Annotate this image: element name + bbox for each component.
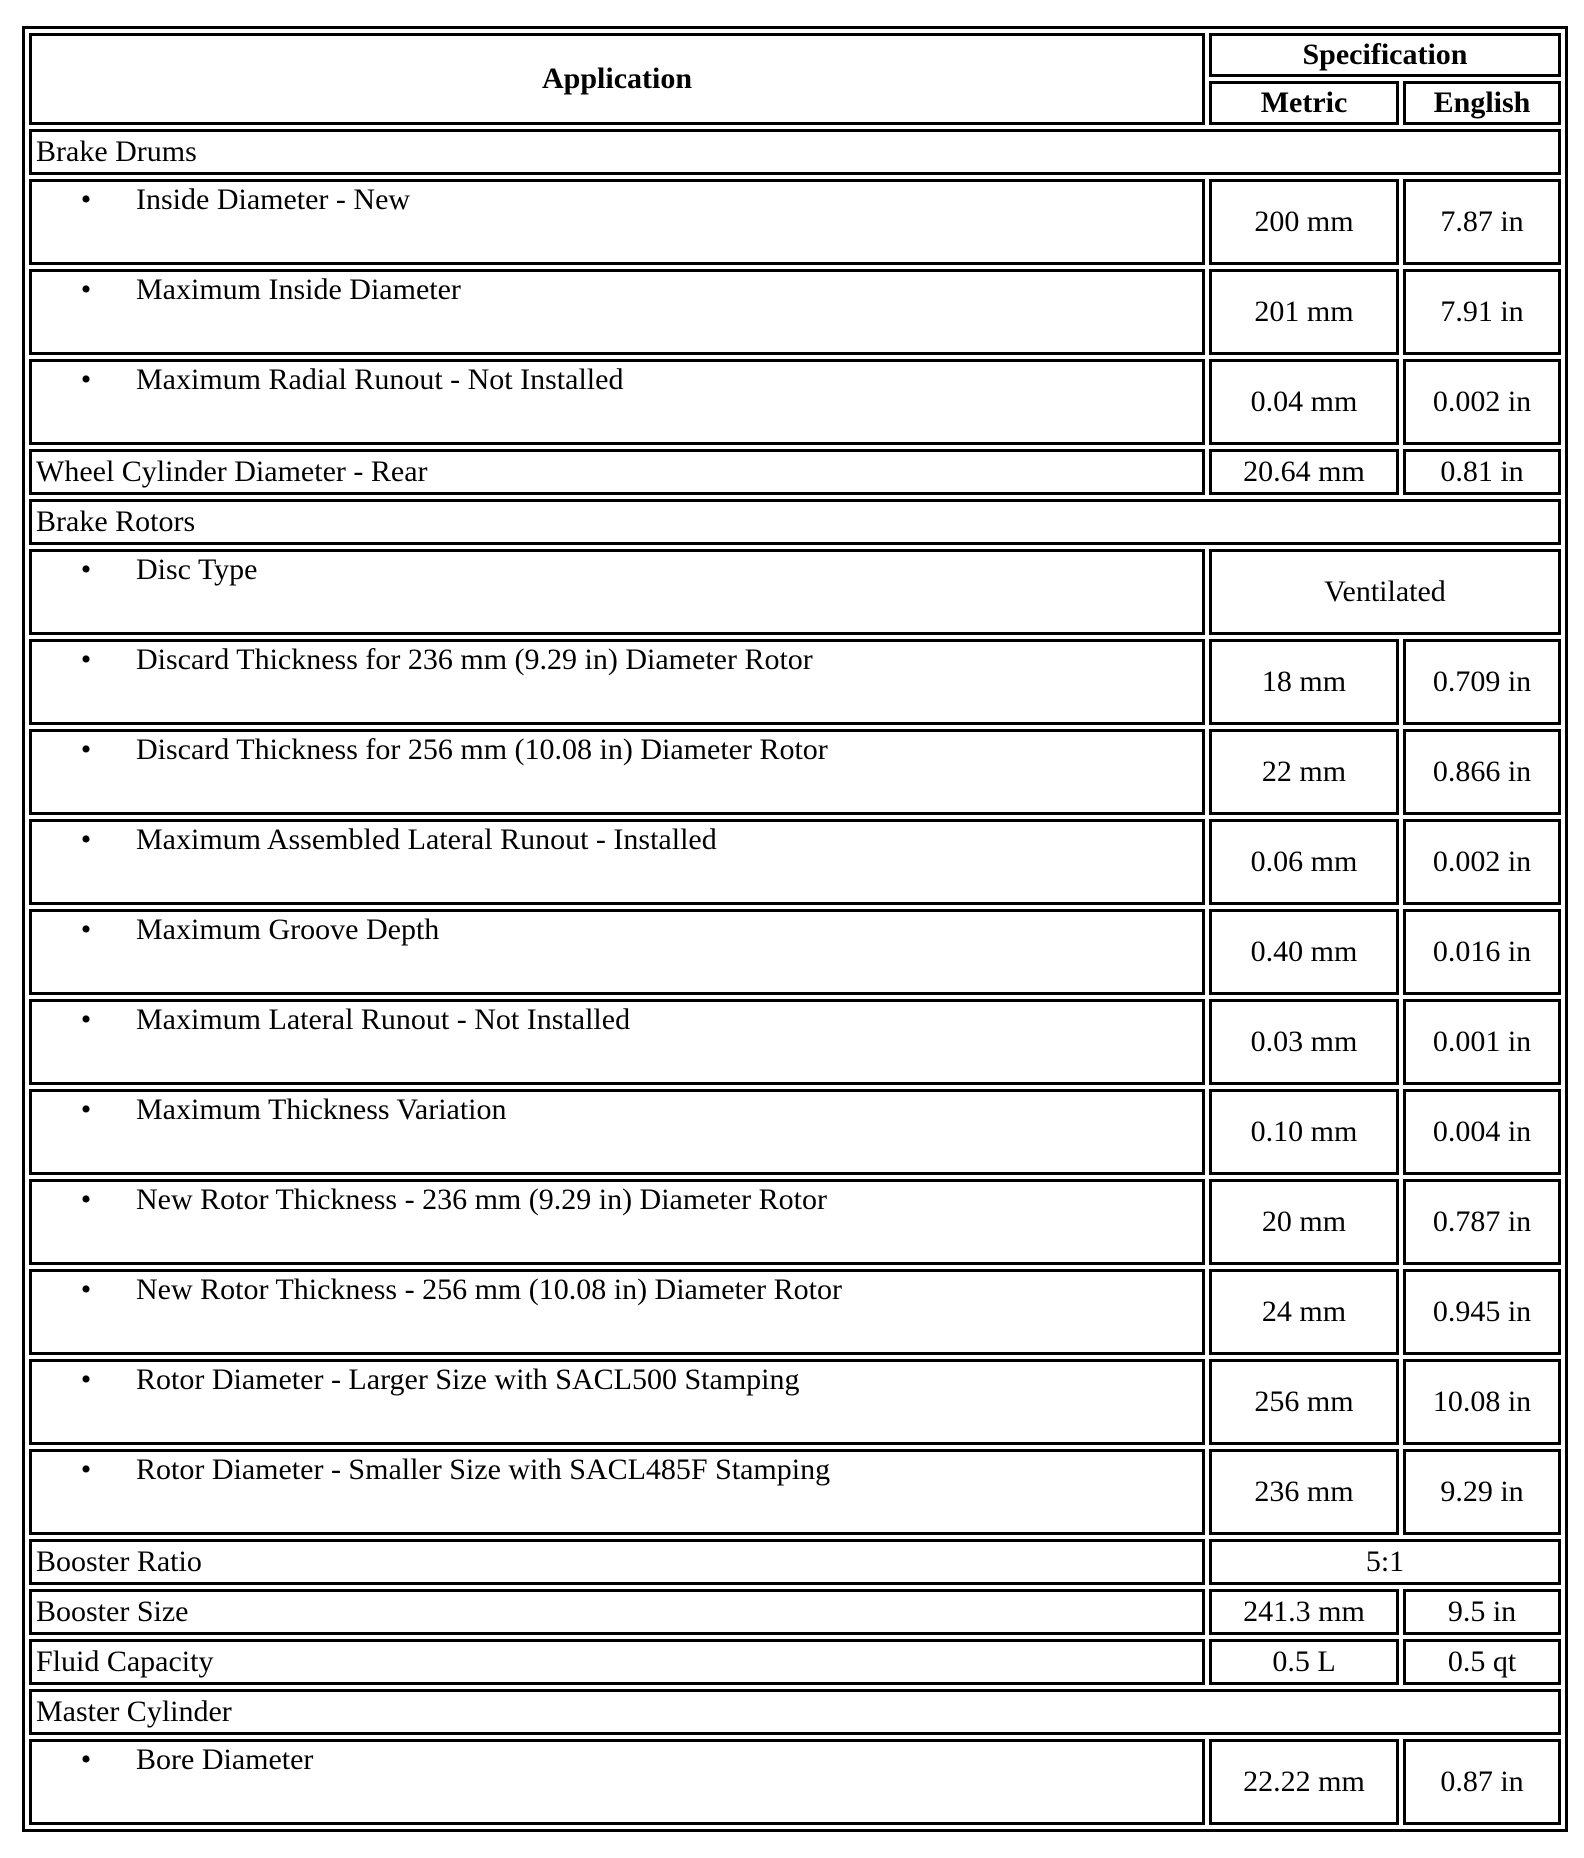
bullet-icon: •: [80, 643, 92, 676]
metric-value: 22.22 mm: [1209, 1739, 1399, 1825]
item-inside-diameter-new: [29, 179, 1205, 265]
english-value: 0.002 in: [1403, 819, 1561, 905]
item-label: Rotor Diameter - Smaller Size with SACL485F Stamping: [136, 1453, 831, 1486]
item-disc-type: [29, 549, 1205, 635]
bullet-icon: •: [80, 363, 92, 396]
english-value: 0.87 in: [1403, 1739, 1561, 1825]
bullet-icon: •: [80, 1453, 92, 1486]
table-row: [29, 1449, 1561, 1535]
table-row: [29, 1739, 1561, 1825]
english-value: 7.87 in: [1403, 179, 1561, 265]
metric-value: 0.04 mm: [1209, 359, 1399, 445]
metric-value: 201 mm: [1209, 269, 1399, 355]
section-row: [29, 1689, 1561, 1735]
english-value: 0.866 in: [1403, 729, 1561, 815]
item-max-radial-runout: [29, 359, 1205, 445]
item-label: Maximum Radial Runout - Not Installed: [136, 363, 624, 396]
item-label: Maximum Inside Diameter: [136, 273, 461, 306]
item-label: Disc Type: [136, 553, 258, 586]
english-value: 0.004 in: [1403, 1089, 1561, 1175]
item-label: Maximum Assembled Lateral Runout - Installed: [136, 823, 717, 856]
specification-header: Specification: [1209, 33, 1561, 77]
metric-value: 18 mm: [1209, 639, 1399, 725]
bullet-icon: •: [80, 913, 92, 946]
metric-value: 200 mm: [1209, 179, 1399, 265]
bullet-icon: •: [80, 823, 92, 856]
header-row-1: [29, 33, 1561, 77]
table-row: [29, 1359, 1561, 1445]
bullet-icon: •: [80, 1363, 92, 1396]
table-row: [29, 999, 1561, 1085]
english-value: 0.787 in: [1403, 1179, 1561, 1265]
english-value: 0.5 qt: [1403, 1639, 1561, 1685]
table-row: [29, 1089, 1561, 1175]
item-label: Rotor Diameter - Larger Size with SACL500 Stamping: [136, 1363, 800, 1396]
metric-value: 236 mm: [1209, 1449, 1399, 1535]
metric-value: 0.03 mm: [1209, 999, 1399, 1085]
bullet-icon: •: [80, 553, 92, 586]
table-row: [29, 1639, 1561, 1685]
english-value: 0.016 in: [1403, 909, 1561, 995]
metric-value: 22 mm: [1209, 729, 1399, 815]
item-label: New Rotor Thickness - 256 mm (10.08 in) Diameter Rotor: [136, 1273, 842, 1306]
english-value: 0.945 in: [1403, 1269, 1561, 1355]
item-max-assembled-lateral-runout: [29, 819, 1205, 905]
item-label: Discard Thickness for 256 mm (10.08 in) Diameter Rotor: [136, 733, 828, 766]
metric-value: 241.3 mm: [1209, 1589, 1399, 1635]
section-row: [29, 129, 1561, 175]
specification-table: [22, 26, 1568, 1832]
item-fluid-capacity: Fluid Capacity: [29, 1639, 1205, 1685]
table-row: [29, 1589, 1561, 1635]
item-new-rotor-256: [29, 1269, 1205, 1355]
table-row: [29, 1179, 1561, 1265]
bullet-icon: •: [80, 1273, 92, 1306]
item-label: Discard Thickness for 236 mm (9.29 in) Diameter Rotor: [136, 643, 813, 676]
metric-value: 256 mm: [1209, 1359, 1399, 1445]
item-label: Maximum Lateral Runout - Not Installed: [136, 1003, 631, 1036]
bullet-icon: •: [80, 1093, 92, 1126]
bullet-icon: •: [80, 183, 92, 216]
section-row: [29, 499, 1561, 545]
metric-value: 0.5 L: [1209, 1639, 1399, 1685]
table-row: [29, 639, 1561, 725]
item-discard-256: [29, 729, 1205, 815]
table-row: [29, 449, 1561, 495]
item-booster-size: Booster Size: [29, 1589, 1205, 1635]
english-value: 0.002 in: [1403, 359, 1561, 445]
english-header: English: [1403, 81, 1561, 125]
table-row: [29, 1539, 1561, 1585]
english-value: 9.29 in: [1403, 1449, 1561, 1535]
item-label: Maximum Thickness Variation: [136, 1093, 507, 1126]
metric-value: 24 mm: [1209, 1269, 1399, 1355]
english-value: 0.709 in: [1403, 639, 1561, 725]
item-discard-236: [29, 639, 1205, 725]
item-max-groove-depth: [29, 909, 1205, 995]
metric-value: 0.40 mm: [1209, 909, 1399, 995]
item-new-rotor-236: [29, 1179, 1205, 1265]
english-value: 7.91 in: [1403, 269, 1561, 355]
table-row: [29, 549, 1561, 635]
english-value: 9.5 in: [1403, 1589, 1561, 1635]
table-row: [29, 1269, 1561, 1355]
metric-value: 20.64 mm: [1209, 449, 1399, 495]
bullet-icon: •: [80, 1743, 92, 1776]
table-row: [29, 909, 1561, 995]
bullet-icon: •: [80, 1003, 92, 1036]
english-value: 0.001 in: [1403, 999, 1561, 1085]
section-brake-drums: Brake Drums: [29, 129, 1561, 175]
table-row: [29, 729, 1561, 815]
metric-value: 0.10 mm: [1209, 1089, 1399, 1175]
item-max-thickness-variation: [29, 1089, 1205, 1175]
item-rotor-diameter-smaller: [29, 1449, 1205, 1535]
table-row: [29, 819, 1561, 905]
section-brake-rotors: Brake Rotors: [29, 499, 1561, 545]
bullet-icon: •: [80, 1183, 92, 1216]
metric-header: Metric: [1209, 81, 1399, 125]
item-label: Inside Diameter - New: [136, 183, 411, 216]
table-row: [29, 269, 1561, 355]
item-max-lateral-runout: [29, 999, 1205, 1085]
english-value: 0.81 in: [1403, 449, 1561, 495]
english-value: 10.08 in: [1403, 1359, 1561, 1445]
item-max-inside-diameter: [29, 269, 1205, 355]
item-wheel-cylinder-diameter: Wheel Cylinder Diameter - Rear: [29, 449, 1205, 495]
item-label: Bore Diameter: [136, 1743, 314, 1776]
item-booster-ratio: Booster Ratio: [29, 1539, 1205, 1585]
item-bore-diameter: [29, 1739, 1205, 1825]
bullet-icon: •: [80, 273, 92, 306]
table-row: [29, 359, 1561, 445]
merged-value: 5:1: [1209, 1539, 1561, 1585]
item-rotor-diameter-larger: [29, 1359, 1205, 1445]
section-master-cylinder: Master Cylinder: [29, 1689, 1561, 1735]
item-label: Maximum Groove Depth: [136, 913, 440, 946]
merged-value: Ventilated: [1209, 549, 1561, 635]
metric-value: 0.06 mm: [1209, 819, 1399, 905]
application-header: Application: [29, 33, 1205, 125]
table-row: [29, 179, 1561, 265]
bullet-icon: •: [80, 733, 92, 766]
metric-value: 20 mm: [1209, 1179, 1399, 1265]
item-label: New Rotor Thickness - 236 mm (9.29 in) Diameter Rotor: [136, 1183, 827, 1216]
